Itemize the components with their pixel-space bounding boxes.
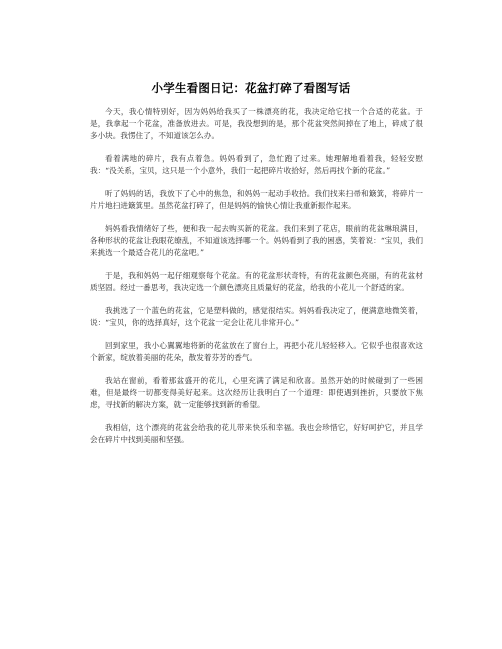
paragraph-7: 回到家里，我小心翼翼地将新的花盆放在了窗台上，再把小花儿轻轻移入。它似乎也很喜欢这个新家，绽放着美丽的花朵，散发着芬芳的香气。 [90,341,423,362]
paragraph-1: 今天，我心情特别好，因为妈妈给我买了一株漂亮的花，我决定给它找一个合适的花盆。于是，我拿起一个花盆，准备放进去。可是，我没想到的是，那个花盆突然间掉在了地上，碎成了很多小块。我愣住了，不知道该怎么办。 [90,107,423,140]
paragraph-4: 妈妈看我情绪好了些，便和我一起去购买新的花盆。我们来到了花店，眼前的花盆琳琅满目，各种形状的花盆让我眼花缭乱，不知道该选择哪一个。妈妈看到了我的困惑，笑着说：“宝贝，我们来挑选一个最适合花儿的花盆吧。” [90,224,423,257]
paragraph-2: 看着满地的碎片，我有点着急。妈妈看到了，急忙跑了过来。她理解地看着我，轻轻安慰我：“没关系，宝贝，这只是一个小意外，我们一起把碎片收拾好，然后再找个新的花盆。” [90,154,423,175]
document-body [90,106,423,457]
paragraph-9: 我相信，这个漂亮的花盆会给我的花儿带来快乐和幸福。我也会珍惜它，好好呵护它，并且学会在碎片中找到美丽和坚强。 [90,423,423,444]
paragraph-5: 于是，我和妈妈一起仔细观察每个花盆。有的花盆形状奇特，有的花盆颜色亮丽，有的花盆材质坚固。经过一番思考，我决定选一个颜色漂亮且质量好的花盆，给我的小花儿一个舒适的家。 [90,271,423,292]
paragraph-6: 我挑选了一个蓝色的花盆，它是塑料做的，感觉很结实。妈妈看我决定了，便满意地微笑着，说：“宝贝，你的选择真好，这个花盆一定会让花儿非常开心。” [90,306,423,327]
paragraph-3: 听了妈妈的话，我放下了心中的焦急，和妈妈一起动手收拾。我们找来扫帚和簸箕，将碎片一片片地扫进簸箕里。虽然花盆打碎了，但是妈妈的愉快心情让我重新振作起来。 [90,189,423,210]
document-title: 小学生看图日记：花盆打碎了看图写话 [151,81,351,95]
paragraph-8: 我站在窗前，看着那盆盛开的花儿，心里充满了满足和欣喜。虽然开始的时候碰到了一些困难，但是最终一切都变得美好起来。这次经历让我明白了一个道理：即使遇到挫折，只要放下焦虑，寻找新的解决方案，就一定能够找到新的希望。 [90,376,423,409]
